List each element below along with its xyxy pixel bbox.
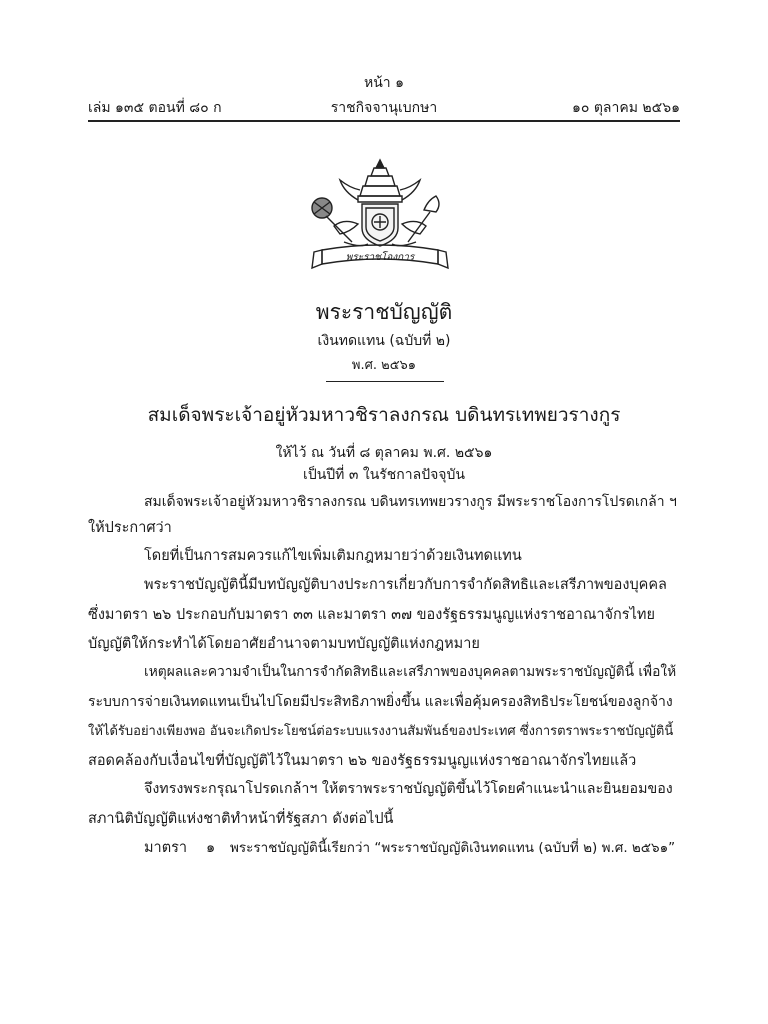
body-line: สมเด็จพระเจ้าอยู่หัวมหาวชิราลงกรณ บดินทรเทพยวรางกูร มีพระราชโองการโปรดเกล้า ฯ: [144, 494, 677, 510]
body-line: บัญญัติให้กระทำได้โดยอาศัยอำนาจตามบทบัญญัติแห่งกฎหมาย: [88, 636, 480, 652]
gazette-name: ราชกิจจานุเบกษา: [330, 100, 438, 116]
header-rule: [88, 120, 680, 122]
title-rule: [326, 381, 444, 382]
body-line: ให้ประกาศว่า: [88, 520, 172, 536]
given-date: ให้ไว้ ณ วันที่ ๘ ตุลาคม พ.ศ. ๒๕๖๑: [275, 445, 493, 461]
body-line: เหตุผลและความจำเป็นในการจำกัดสิทธิและเสรีภาพของบุคคลตามพระราชบัญญัตินี้ เพื่อให้: [144, 664, 677, 680]
body-line: ระบบการจ่ายเงินทดแทนเป็นไปโดยมีประสิทธิภาพยิ่งขึ้น และเพื่อคุ้มครองสิทธิประโยชน์ของลูกจ้าง: [88, 694, 673, 710]
body-line: โดยที่เป็นการสมควรแก้ไขเพิ่มเติมกฎหมายว่าด้วยเงินทดแทน: [144, 548, 522, 564]
section-label: มาตรา: [144, 840, 188, 856]
act-subtitle: เงินทดแทน (ฉบับที่ ๒): [317, 333, 451, 349]
body-line: สภานิติบัญญัติแห่งชาติทำหน้าที่รัฐสภา ดังต่อไปนี้: [88, 811, 394, 827]
emblem-inscription: พระราชโองการ: [345, 252, 415, 263]
body-line: ให้ได้รับอย่างเพียงพอ อันจะเกิดประโยชน์ต่อระบบแรงงานสัมพันธ์ของประเทศ ซึ่งการตราพระราชบัญญัตินี้: [88, 724, 674, 739]
body-line: จึงทรงพระกรุณาโปรดเกล้าฯ ให้ตราพระราชบัญญัติขึ้นไว้โดยคำแนะนำและยินยอมของ: [144, 781, 673, 797]
section-text: พระราชบัญญัตินี้เรียกว่า “พระราชบัญญัติเงินทดแทน (ฉบับที่ ๒) พ.ศ. ๒๕๖๑”: [230, 840, 676, 856]
section-number: ๑: [206, 840, 216, 856]
body-line: สอดคล้องกับเงื่อนไขที่บัญญัติไว้ในมาตรา ๒๖ ของรัฐธรรมนูญแห่งราชอาณาจักรไทยแล้ว: [88, 753, 637, 769]
act-title: พระราชบัญญัติ: [315, 300, 453, 324]
page-number: หน้า ๑: [364, 75, 404, 91]
body-line: พระราชบัญญัตินี้มีบทบัญญัติบางประการเกี่ยวกับการจำกัดสิทธิและเสรีภาพของบุคคล: [144, 577, 667, 593]
publication-date: ๑๐ ตุลาคม ๒๕๖๑: [571, 100, 680, 116]
royal-garuda-seal-icon: [304, 156, 456, 274]
king-name: สมเด็จพระเจ้าอยู่หัวมหาวชิราลงกรณ บดินทรเทพยวรางกูร: [147, 404, 621, 426]
volume-issue: เล่ม ๑๓๕ ตอนที่ ๘๐ ก: [88, 100, 222, 116]
body-line: ซึ่งมาตรา ๒๖ ประกอบกับมาตรา ๓๓ และมาตรา ๓๗ ของรัฐธรรมนูญแห่งราชอาณาจักรไทย: [88, 607, 655, 623]
reign-year: เป็นปีที่ ๓ ในรัชกาลปัจจุบัน: [303, 467, 465, 483]
act-year: พ.ศ. ๒๕๖๑: [351, 358, 417, 373]
